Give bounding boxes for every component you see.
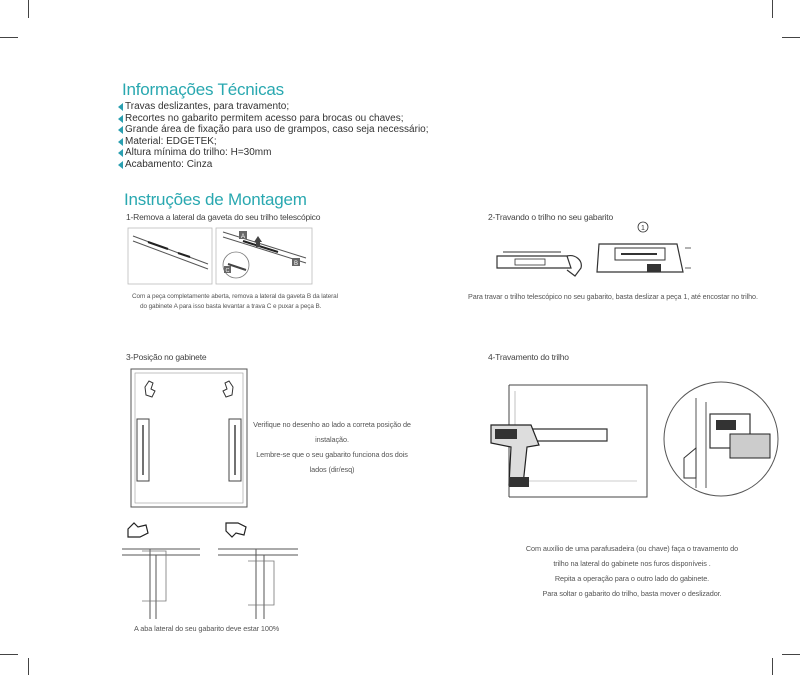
- crop-mark: [782, 37, 800, 38]
- technical-item: Altura mínima do trilho: H=30mm: [118, 147, 429, 159]
- step3-note: [252, 417, 412, 477]
- step1-label-a: A: [240, 234, 246, 240]
- step1-title: 1-Remova a lateral da gaveta do seu trilho telescópico: [126, 212, 321, 222]
- crop-mark: [28, 0, 29, 18]
- crop-mark: [772, 0, 773, 18]
- step3-bottom-caption: A aba lateral do seu gabarito deve estar 100%: [134, 624, 280, 633]
- step1-label-c: C: [225, 268, 230, 274]
- step3-note-line: Lembre-se que o seu gabarito funciona dos dois: [256, 450, 408, 459]
- step2-title: 2-Travando o trilho no seu gabarito: [488, 212, 613, 222]
- crop-mark: [0, 37, 18, 38]
- crop-mark: [772, 658, 773, 675]
- step3-cabinet-illustration: [131, 369, 247, 507]
- thumbs-down-icon: [226, 523, 246, 537]
- technical-title: Informações Técnicas: [122, 80, 284, 99]
- step4-note: [510, 541, 754, 601]
- step3-detail-illustration: [122, 521, 302, 619]
- step2-label: 1: [641, 225, 645, 232]
- step1-caption-line2: do gabinete A para isso basta levantar a trava C e puxar a peça B.: [140, 303, 322, 310]
- step1-illustration: [128, 228, 313, 286]
- technical-item: Material: EDGETEK;: [118, 136, 429, 148]
- technical-item: Recortes no gabarito permitem acesso para brocas ou chaves;: [118, 113, 429, 125]
- step4-note-line: Para soltar o gabarito do trilho, basta mover o deslizador.: [542, 589, 722, 598]
- step2-caption: Para travar o trilho telescópico no seu gabarito, basta deslizar a peça 1, até encostar no trilho.: [468, 292, 758, 301]
- step1-caption-line1: Com a peça completamente aberta, remova a lateral da gaveta B da lateral: [132, 293, 338, 300]
- crop-mark: [28, 658, 29, 675]
- technical-item: Acabamento: Cinza: [118, 159, 429, 171]
- crop-mark: [0, 654, 18, 655]
- step4-note-line: Repita a operação para o outro lado do gabinete.: [554, 574, 710, 583]
- technical-list: [118, 101, 429, 171]
- crop-mark: [782, 654, 800, 655]
- step2-illustration: [497, 218, 691, 290]
- step4-detail-illustration: [666, 378, 776, 500]
- technical-item: Travas deslizantes, para travamento;: [118, 101, 429, 113]
- step4-note-line: Com auxílio de uma parafusadeira (ou chave) faça o travamento do: [525, 544, 739, 553]
- technical-item: Grande área de fixação para uso de grampos, caso seja necessário;: [118, 124, 429, 136]
- step3-note-line: Verifique no desenho ao lado a correta posição de: [253, 420, 411, 429]
- step1-label-b: B: [293, 261, 299, 267]
- step3-title: 3-Posição no gabinete: [126, 352, 207, 362]
- step4-note-line: trilho na lateral do gabinete nos furos disponíveis .: [553, 559, 711, 568]
- assembly-title: Instruções de Montagem: [124, 190, 307, 209]
- step4-drill-illustration: [487, 385, 647, 497]
- step3-note-line: lados (dir/esq): [309, 465, 355, 474]
- step3-note-line: instalação.: [315, 435, 349, 444]
- step4-title: 4-Travamento do trilho: [488, 352, 569, 362]
- thumbs-up-icon: [128, 523, 148, 537]
